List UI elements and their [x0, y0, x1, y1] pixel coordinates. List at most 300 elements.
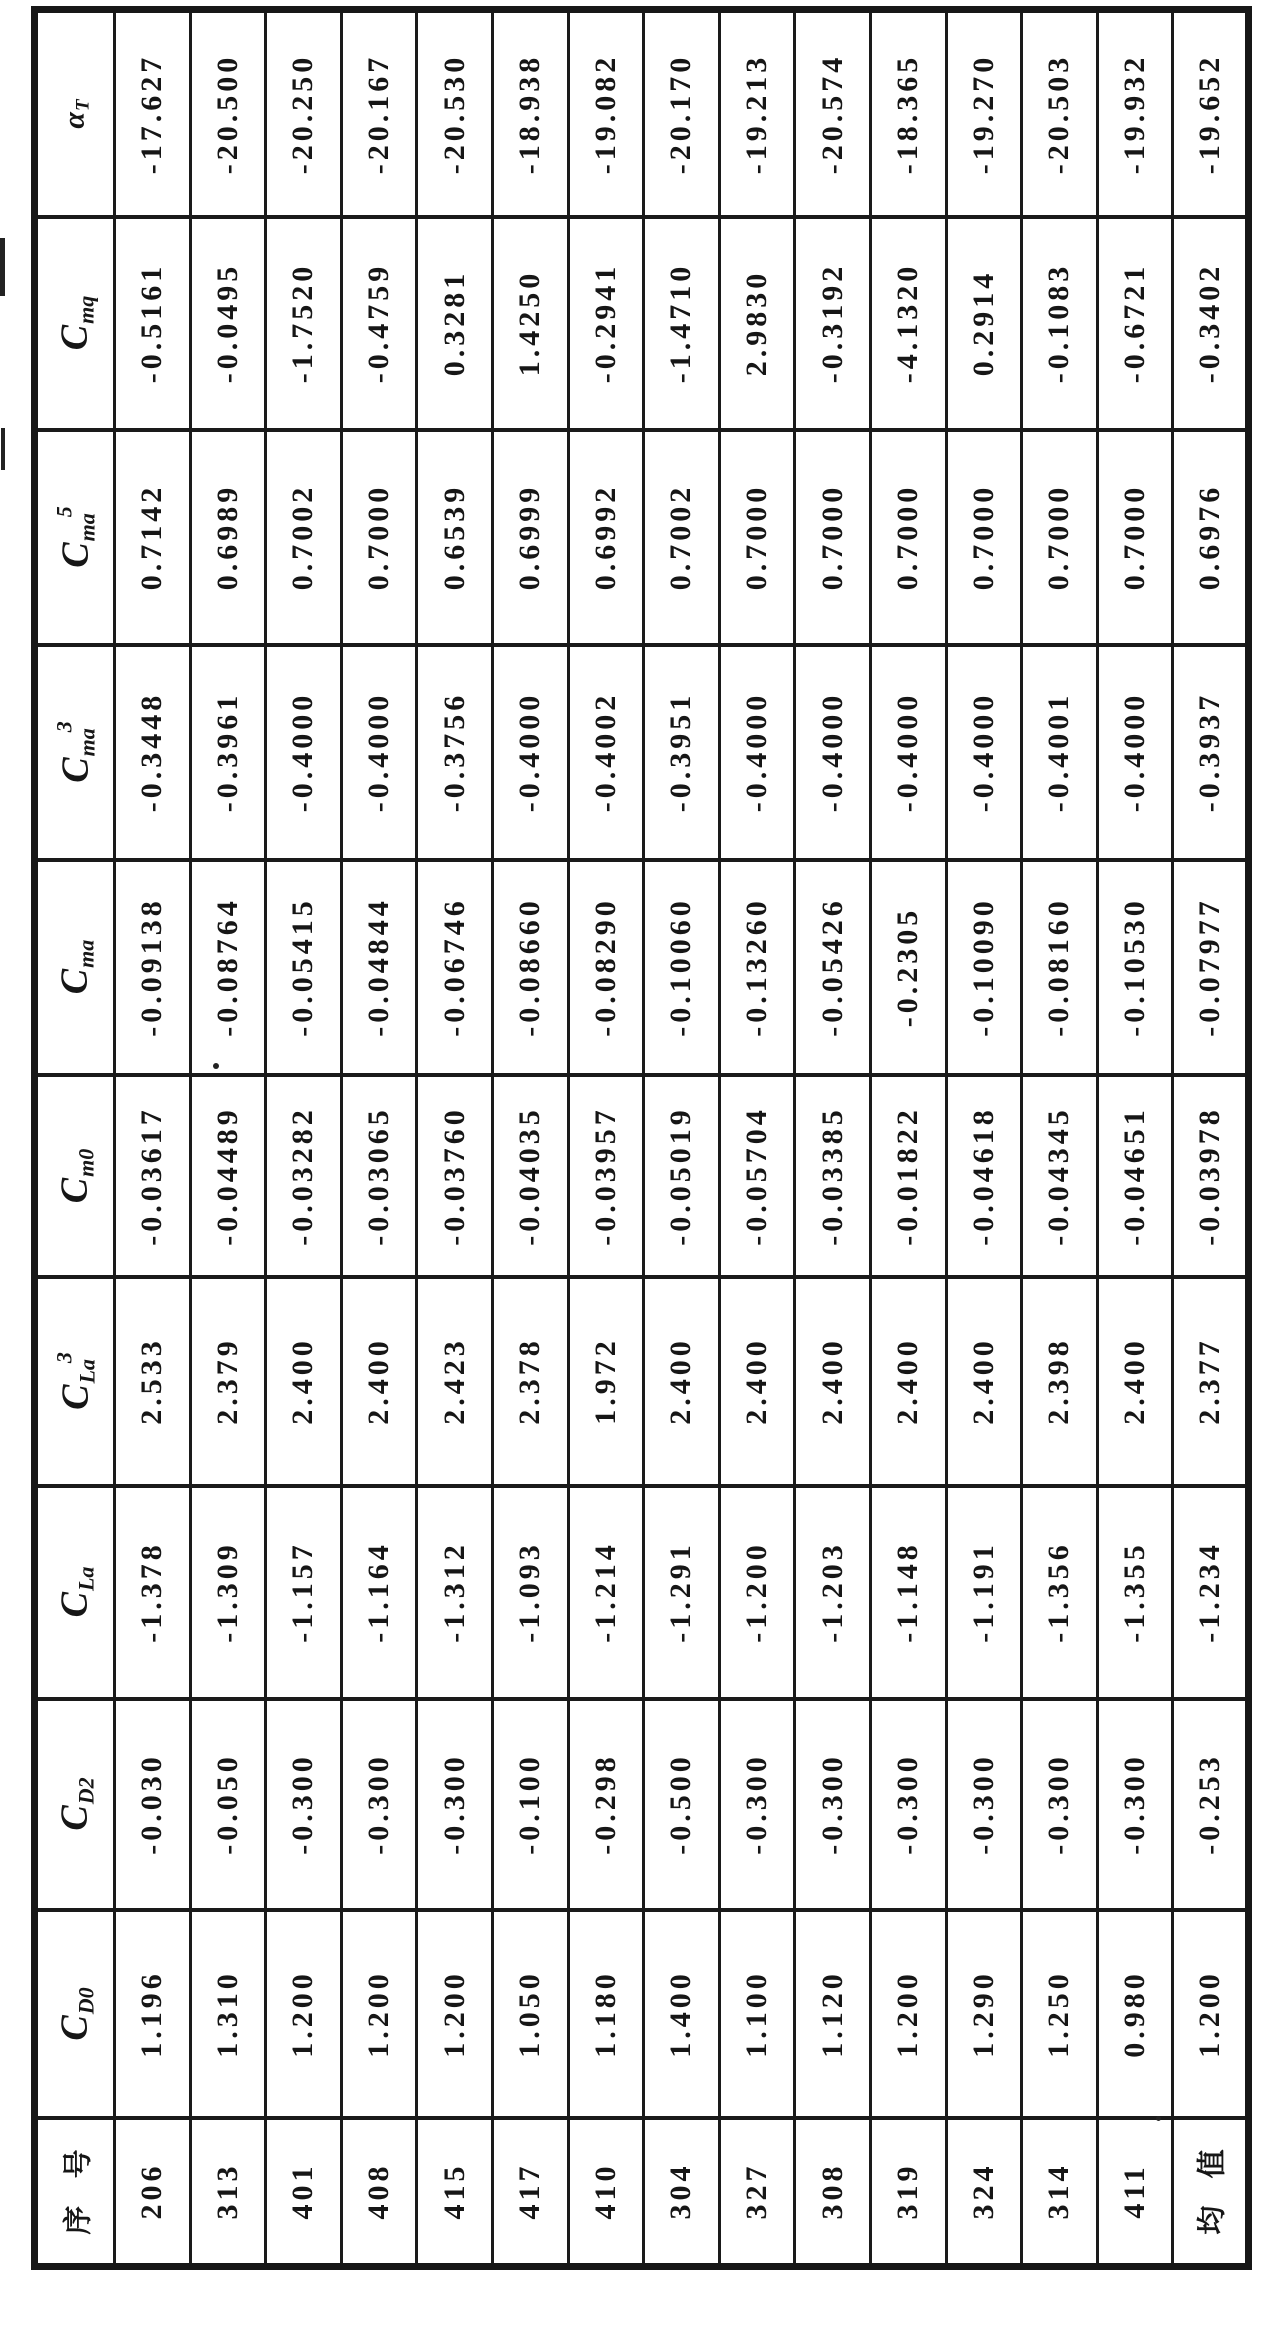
band-label-Cm0: $C_{m0}$ — [53, 1148, 98, 1203]
cell-value: 2.398 — [1042, 1337, 1076, 1425]
cell-value: -4.1320 — [891, 262, 925, 384]
band-row-alphaT — [35, 10, 1249, 217]
cell-value: -1.4710 — [664, 262, 698, 384]
cell-value: -1.309 — [210, 1541, 244, 1643]
cell-Cmq-2 — [190, 217, 266, 430]
cell-value: -1.312 — [437, 1541, 471, 1643]
cell-value: -0.05704 — [740, 1105, 774, 1246]
cell-value: -1.164 — [362, 1541, 396, 1643]
band-row-CD2 — [35, 1699, 1249, 1910]
scan-artifact — [1, 428, 5, 470]
cell-CD0-8 — [644, 1910, 720, 2118]
cell-Cm0-7 — [568, 1075, 644, 1277]
cell-CD2-14 — [1097, 1699, 1173, 1910]
cell-alphaT-15 — [1173, 10, 1249, 217]
cell-CLa3-5 — [417, 1277, 493, 1486]
cell-value: 2.9830 — [740, 269, 774, 377]
cell-CD0-10 — [795, 1910, 871, 2118]
cell-xuhao-1 — [115, 2118, 191, 2267]
cell-value: 1.972 — [588, 1337, 622, 1425]
cell-CD2-12 — [946, 1699, 1022, 1910]
cell-value: -0.300 — [437, 1753, 471, 1855]
cell-value: 1.290 — [966, 1969, 1000, 2058]
cell-CD0-7 — [568, 1910, 644, 2118]
cell-value: 1.200 — [437, 1969, 471, 2058]
cell-Cmq-5 — [417, 217, 493, 430]
cell-value: 1.100 — [740, 1969, 774, 2058]
cell-CLa3-11 — [870, 1277, 946, 1486]
cell-Cma3-14 — [1097, 645, 1173, 860]
cell-value: -0.13260 — [740, 897, 774, 1037]
cell-CLa-15 — [1173, 1486, 1249, 1699]
cell-value: -0.4000 — [740, 691, 774, 813]
cell-xuhao-3 — [266, 2118, 342, 2267]
cell-value: -1.355 — [1118, 1541, 1152, 1643]
cell-value: 410 — [588, 2162, 622, 2220]
cell-CLa-10 — [795, 1486, 871, 1699]
cell-value: -0.4001 — [1042, 691, 1076, 813]
cell-value: -0.07977 — [1192, 897, 1226, 1037]
cell-alphaT-11 — [870, 10, 946, 217]
cell-value: -20.503 — [1042, 53, 1076, 174]
cell-value: -0.298 — [588, 1753, 622, 1855]
cell-value: -0.05019 — [664, 1105, 698, 1246]
cell-value: -0.04489 — [210, 1105, 244, 1246]
cell-Cma5-6 — [492, 430, 568, 645]
cell-value: -0.300 — [1118, 1753, 1152, 1855]
cell-CLa3-14 — [1097, 1277, 1173, 1486]
cell-alphaT-12 — [946, 10, 1022, 217]
cell-value: -20.170 — [664, 53, 698, 174]
band-label-Cma5: $C_{ma}^5$ — [51, 506, 99, 568]
band-header-CLa — [35, 1486, 115, 1699]
scan-artifact — [213, 1063, 219, 1069]
cell-value: -0.05426 — [815, 897, 849, 1037]
cell-value: -0.4000 — [362, 691, 396, 813]
cell-Cma-14 — [1097, 860, 1173, 1075]
cell-value: -1.093 — [513, 1541, 547, 1643]
cell-Cma3-4 — [341, 645, 417, 860]
cell-value: -0.050 — [210, 1753, 244, 1855]
band-row-Cm0 — [35, 1075, 1249, 1277]
cell-CD0-9 — [719, 1910, 795, 2118]
band-header-Cmq — [35, 217, 115, 430]
band-header-Cm0 — [35, 1075, 115, 1277]
scan-artifact — [1156, 2116, 1161, 2121]
cell-Cm0-2 — [190, 1075, 266, 1277]
cell-CLa3-15 — [1173, 1277, 1249, 1486]
cell-Cma-3 — [266, 860, 342, 1075]
cell-Cm0-15 — [1173, 1075, 1249, 1277]
cell-CD2-4 — [341, 1699, 417, 1910]
cell-value: -0.500 — [664, 1753, 698, 1855]
cell-CLa-5 — [417, 1486, 493, 1699]
cell-value: -20.574 — [815, 53, 849, 174]
cell-value: -0.08764 — [210, 897, 244, 1037]
cell-value: 2.379 — [210, 1337, 244, 1425]
cell-Cma3-15 — [1173, 645, 1249, 860]
cell-Cma-10 — [795, 860, 871, 1075]
cell-Cm0-9 — [719, 1075, 795, 1277]
cell-Cma-9 — [719, 860, 795, 1075]
cell-value: 411 — [1118, 2163, 1152, 2219]
cell-value: -0.300 — [362, 1753, 396, 1855]
cell-CLa3-6 — [492, 1277, 568, 1486]
cell-value: -0.253 — [1192, 1753, 1226, 1855]
cell-value: -20.530 — [437, 53, 471, 174]
cell-Cma5-1 — [115, 430, 191, 645]
cell-value: 1.200 — [286, 1969, 320, 2058]
band-row-Cmq — [35, 217, 1249, 430]
cell-CD0-12 — [946, 1910, 1022, 2118]
cell-CD2-3 — [266, 1699, 342, 1910]
cell-Cm0-10 — [795, 1075, 871, 1277]
cell-CD2-9 — [719, 1699, 795, 1910]
cell-Cma-1 — [115, 860, 191, 1075]
cell-value: -1.356 — [1042, 1541, 1076, 1643]
cell-Cmq-6 — [492, 217, 568, 430]
cell-value: 308 — [815, 2162, 849, 2220]
cell-value: -1.191 — [966, 1541, 1000, 1643]
cell-xuhao-7 — [568, 2118, 644, 2267]
cell-value: -0.03957 — [588, 1105, 622, 1246]
cell-value: -0.300 — [1042, 1753, 1076, 1855]
cell-Cma5-13 — [1022, 430, 1098, 645]
cell-Cma5-5 — [417, 430, 493, 645]
cell-value: -17.627 — [135, 53, 169, 174]
band-label-alphaT: $\alpha_T$ — [57, 99, 93, 129]
cell-value: 0.6539 — [437, 483, 471, 591]
cell-alphaT-3 — [266, 10, 342, 217]
cell-CLa-8 — [644, 1486, 720, 1699]
cell-value: 0.7000 — [362, 483, 396, 591]
cell-Cm0-12 — [946, 1075, 1022, 1277]
cell-value: -0.4000 — [966, 691, 1000, 813]
cell-value: -0.4000 — [1118, 691, 1152, 813]
cell-Cma-7 — [568, 860, 644, 1075]
cell-Cmq-3 — [266, 217, 342, 430]
cell-value: 1.180 — [588, 1969, 622, 2058]
cell-value: 401 — [286, 2162, 320, 2220]
cell-value: -0.2941 — [588, 262, 622, 384]
cell-value: -0.04651 — [1118, 1105, 1152, 1246]
cell-CLa3-4 — [341, 1277, 417, 1486]
cell-alphaT-13 — [1022, 10, 1098, 217]
cell-value: 0.980 — [1118, 1969, 1152, 2058]
cell-value: -0.03385 — [815, 1105, 849, 1246]
cell-value: -0.06746 — [437, 897, 471, 1037]
cell-value: 0.7000 — [966, 483, 1000, 591]
cell-value: -0.3961 — [210, 691, 244, 813]
cell-Cma5-3 — [266, 430, 342, 645]
cell-value: -0.6721 — [1118, 262, 1152, 384]
cell-value: -20.500 — [210, 53, 244, 174]
cell-Cmq-11 — [870, 217, 946, 430]
cell-alphaT-8 — [644, 10, 720, 217]
cell-Cma-6 — [492, 860, 568, 1075]
cell-Cm0-11 — [870, 1075, 946, 1277]
cell-value: 0.6992 — [588, 483, 622, 591]
cell-value: 0.6976 — [1192, 483, 1226, 591]
cell-xuhao-11 — [870, 2118, 946, 2267]
cell-value: -0.4000 — [815, 691, 849, 813]
cell-Cma5-12 — [946, 430, 1022, 645]
cell-CD0-11 — [870, 1910, 946, 2118]
cell-CD0-5 — [417, 1910, 493, 2118]
cell-Cmq-1 — [115, 217, 191, 430]
cell-value: 2.400 — [1118, 1337, 1152, 1425]
cell-Cm0-14 — [1097, 1075, 1173, 1277]
band-header-Cma3 — [35, 645, 115, 860]
cell-Cma5-2 — [190, 430, 266, 645]
band-row-Cma — [35, 860, 1249, 1075]
cell-CLa3-12 — [946, 1277, 1022, 1486]
cell-value: 2.400 — [891, 1337, 925, 1425]
cell-Cmq-15 — [1173, 217, 1249, 430]
cell-CD2-1 — [115, 1699, 191, 1910]
cell-value: -0.4759 — [362, 262, 396, 384]
cell-xuhao-12 — [946, 2118, 1022, 2267]
cell-Cma3-8 — [644, 645, 720, 860]
cell-xuhao-8 — [644, 2118, 720, 2267]
cell-value: 319 — [891, 2162, 925, 2220]
cell-value: 2.423 — [437, 1337, 471, 1425]
cell-Cma5-14 — [1097, 430, 1173, 645]
cell-value: -0.10090 — [966, 897, 1000, 1037]
cell-value: -0.300 — [891, 1753, 925, 1855]
cell-value: -0.03282 — [286, 1105, 320, 1246]
cell-CLa3-7 — [568, 1277, 644, 1486]
cell-value: 1.310 — [210, 1969, 244, 2058]
cell-CD2-5 — [417, 1699, 493, 1910]
band-label-CLa: $C_{La}$ — [53, 1566, 98, 1618]
cell-Cma5-9 — [719, 430, 795, 645]
cell-CD0-4 — [341, 1910, 417, 2118]
cell-value: -1.200 — [740, 1541, 774, 1643]
cell-value: -0.030 — [135, 1753, 169, 1855]
cell-value: 0.7000 — [1118, 483, 1152, 591]
cell-value: 2.400 — [740, 1337, 774, 1425]
cell-Cm0-1 — [115, 1075, 191, 1277]
cell-CLa-12 — [946, 1486, 1022, 1699]
cell-value: -1.148 — [891, 1541, 925, 1643]
cell-value: -0.4002 — [588, 691, 622, 813]
cell-value: 1.4250 — [513, 269, 547, 377]
cell-Cma3-12 — [946, 645, 1022, 860]
cell-value: 1.196 — [135, 1969, 169, 2058]
cell-Cmq-14 — [1097, 217, 1173, 430]
cell-value: -0.04618 — [966, 1105, 1000, 1246]
cell-Cma3-9 — [719, 645, 795, 860]
cell-value: -0.04844 — [362, 897, 396, 1037]
cell-Cma5-15 — [1173, 430, 1249, 645]
cell-CD2-13 — [1022, 1699, 1098, 1910]
band-label-CD0: $C_{D0}$ — [53, 1986, 98, 2041]
cell-Cmq-10 — [795, 217, 871, 430]
cell-Cma5-10 — [795, 430, 871, 645]
cell-xuhao-2 — [190, 2118, 266, 2267]
cell-value: 0.7000 — [740, 483, 774, 591]
cell-value: 2.400 — [286, 1337, 320, 1425]
cell-value: -19.213 — [740, 53, 774, 174]
table-body — [35, 10, 1249, 2267]
cell-value: -0.05415 — [286, 897, 320, 1037]
band-row-CD0 — [35, 1910, 1249, 2118]
cell-Cma3-10 — [795, 645, 871, 860]
cell-value: 417 — [513, 2162, 547, 2220]
cell-Cma3-5 — [417, 645, 493, 860]
cell-xuhao-9 — [719, 2118, 795, 2267]
cell-value: 206 — [135, 2162, 169, 2220]
cell-Cma-15 — [1173, 860, 1249, 1075]
cell-CD2-10 — [795, 1699, 871, 1910]
cell-value: -0.300 — [286, 1753, 320, 1855]
cell-value: 0.7000 — [815, 483, 849, 591]
cell-value: -0.0495 — [210, 262, 244, 384]
cell-alphaT-10 — [795, 10, 871, 217]
cell-value: -0.03978 — [1192, 1105, 1226, 1246]
cell-xuhao-5 — [417, 2118, 493, 2267]
band-header-xuhao — [35, 2118, 115, 2267]
cell-CD2-6 — [492, 1699, 568, 1910]
cell-value: 0.2914 — [966, 269, 1000, 377]
cell-CLa-11 — [870, 1486, 946, 1699]
band-header-Cma — [35, 860, 115, 1075]
cell-xuhao-6 — [492, 2118, 568, 2267]
cell-value: -1.378 — [135, 1541, 169, 1643]
cell-value: 2.400 — [362, 1337, 396, 1425]
cell-CD0-2 — [190, 1910, 266, 2118]
cell-Cma-5 — [417, 860, 493, 1075]
band-row-CLa — [35, 1486, 1249, 1699]
cell-Cm0-3 — [266, 1075, 342, 1277]
cell-xuhao-13 — [1022, 2118, 1098, 2267]
cell-value: 304 — [664, 2162, 698, 2220]
cell-Cmq-4 — [341, 217, 417, 430]
cell-value: -0.4000 — [286, 691, 320, 813]
cell-CD0-3 — [266, 1910, 342, 2118]
cell-value: -20.250 — [286, 53, 320, 174]
cell-value: -19.932 — [1118, 53, 1152, 174]
cell-value: 2.400 — [966, 1337, 1000, 1425]
cell-CLa-7 — [568, 1486, 644, 1699]
cell-CLa3-9 — [719, 1277, 795, 1486]
cell-value: -0.03617 — [135, 1105, 169, 1246]
cell-Cma5-7 — [568, 430, 644, 645]
band-label-Cma: $C_{ma}$ — [53, 939, 98, 995]
cell-value: -0.03760 — [437, 1105, 471, 1246]
cell-CD0-6 — [492, 1910, 568, 2118]
cell-value: -0.3448 — [135, 691, 169, 813]
cell-xuhao-15 — [1173, 2118, 1249, 2267]
cell-value: 1.120 — [815, 1969, 849, 2058]
cell-xuhao-14 — [1097, 2118, 1173, 2267]
cell-value: 0.3281 — [437, 269, 471, 377]
band-label-xuhao: 序 号 — [62, 2147, 94, 2235]
cell-value: -1.203 — [815, 1541, 849, 1643]
cell-value: 2.400 — [664, 1337, 698, 1425]
cell-xuhao-10 — [795, 2118, 871, 2267]
cell-CLa3-8 — [644, 1277, 720, 1486]
band-row-Cma3 — [35, 645, 1249, 860]
cell-CLa-9 — [719, 1486, 795, 1699]
cell-Cma3-2 — [190, 645, 266, 860]
cell-CLa-13 — [1022, 1486, 1098, 1699]
cell-value: -0.2305 — [891, 906, 925, 1028]
cell-value: 415 — [437, 2162, 471, 2220]
band-header-Cma5 — [35, 430, 115, 645]
band-row-CLa3 — [35, 1277, 1249, 1486]
cell-value: -19.082 — [588, 53, 622, 174]
cell-value: -1.214 — [588, 1541, 622, 1643]
cell-Cma5-11 — [870, 430, 946, 645]
cell-Cmq-8 — [644, 217, 720, 430]
cell-value: 408 — [362, 2162, 396, 2220]
cell-CD0-1 — [115, 1910, 191, 2118]
cell-Cmq-9 — [719, 217, 795, 430]
cell-Cmq-7 — [568, 217, 644, 430]
cell-Cm0-13 — [1022, 1075, 1098, 1277]
cell-CD0-13 — [1022, 1910, 1098, 2118]
cell-Cma-12 — [946, 860, 1022, 1075]
coefficient-table — [31, 6, 1252, 2270]
cell-Cmq-13 — [1022, 217, 1098, 430]
cell-CLa-14 — [1097, 1486, 1173, 1699]
cell-Cma3-6 — [492, 645, 568, 860]
cell-alphaT-1 — [115, 10, 191, 217]
cell-value: 0.7000 — [891, 483, 925, 591]
cell-Cma3-3 — [266, 645, 342, 860]
cell-value: 1.200 — [362, 1969, 396, 2058]
cell-CD2-8 — [644, 1699, 720, 1910]
cell-value: -0.300 — [815, 1753, 849, 1855]
cell-Cm0-8 — [644, 1075, 720, 1277]
cell-Cma-11 — [870, 860, 946, 1075]
band-row-xuhao — [35, 2118, 1249, 2267]
cell-CD2-11 — [870, 1699, 946, 1910]
cell-CD2-15 — [1173, 1699, 1249, 1910]
scan-artifact — [0, 238, 5, 296]
cell-value: -0.3756 — [437, 691, 471, 813]
cell-value: 1.200 — [891, 1969, 925, 2058]
cell-CLa-4 — [341, 1486, 417, 1699]
band-header-CD0 — [35, 1910, 115, 2118]
cell-value: 314 — [1042, 2162, 1076, 2220]
cell-value: -0.01822 — [891, 1105, 925, 1246]
cell-value: -0.300 — [740, 1753, 774, 1855]
band-label-CLa3: $C_{La}^3$ — [51, 1352, 99, 1410]
band-header-alphaT — [35, 10, 115, 217]
cell-value: -0.100 — [513, 1753, 547, 1855]
cell-alphaT-6 — [492, 10, 568, 217]
cell-value: 0.6999 — [513, 483, 547, 591]
band-header-CLa3 — [35, 1277, 115, 1486]
cell-value: -1.234 — [1192, 1541, 1226, 1643]
cell-CLa-3 — [266, 1486, 342, 1699]
cell-value: -1.7520 — [286, 262, 320, 384]
band-label-Cma3: $C_{ma}^3$ — [51, 721, 99, 783]
cell-CLa3-2 — [190, 1277, 266, 1486]
cell-CD0-14 — [1097, 1910, 1173, 2118]
cell-CD2-7 — [568, 1699, 644, 1910]
cell-CLa3-3 — [266, 1277, 342, 1486]
cell-value: -0.04345 — [1042, 1105, 1076, 1246]
cell-value: 均 值 — [1196, 2147, 1229, 2235]
cell-CLa3-1 — [115, 1277, 191, 1486]
cell-alphaT-7 — [568, 10, 644, 217]
cell-value: -0.3937 — [1192, 691, 1226, 813]
cell-value: -0.08660 — [513, 897, 547, 1037]
